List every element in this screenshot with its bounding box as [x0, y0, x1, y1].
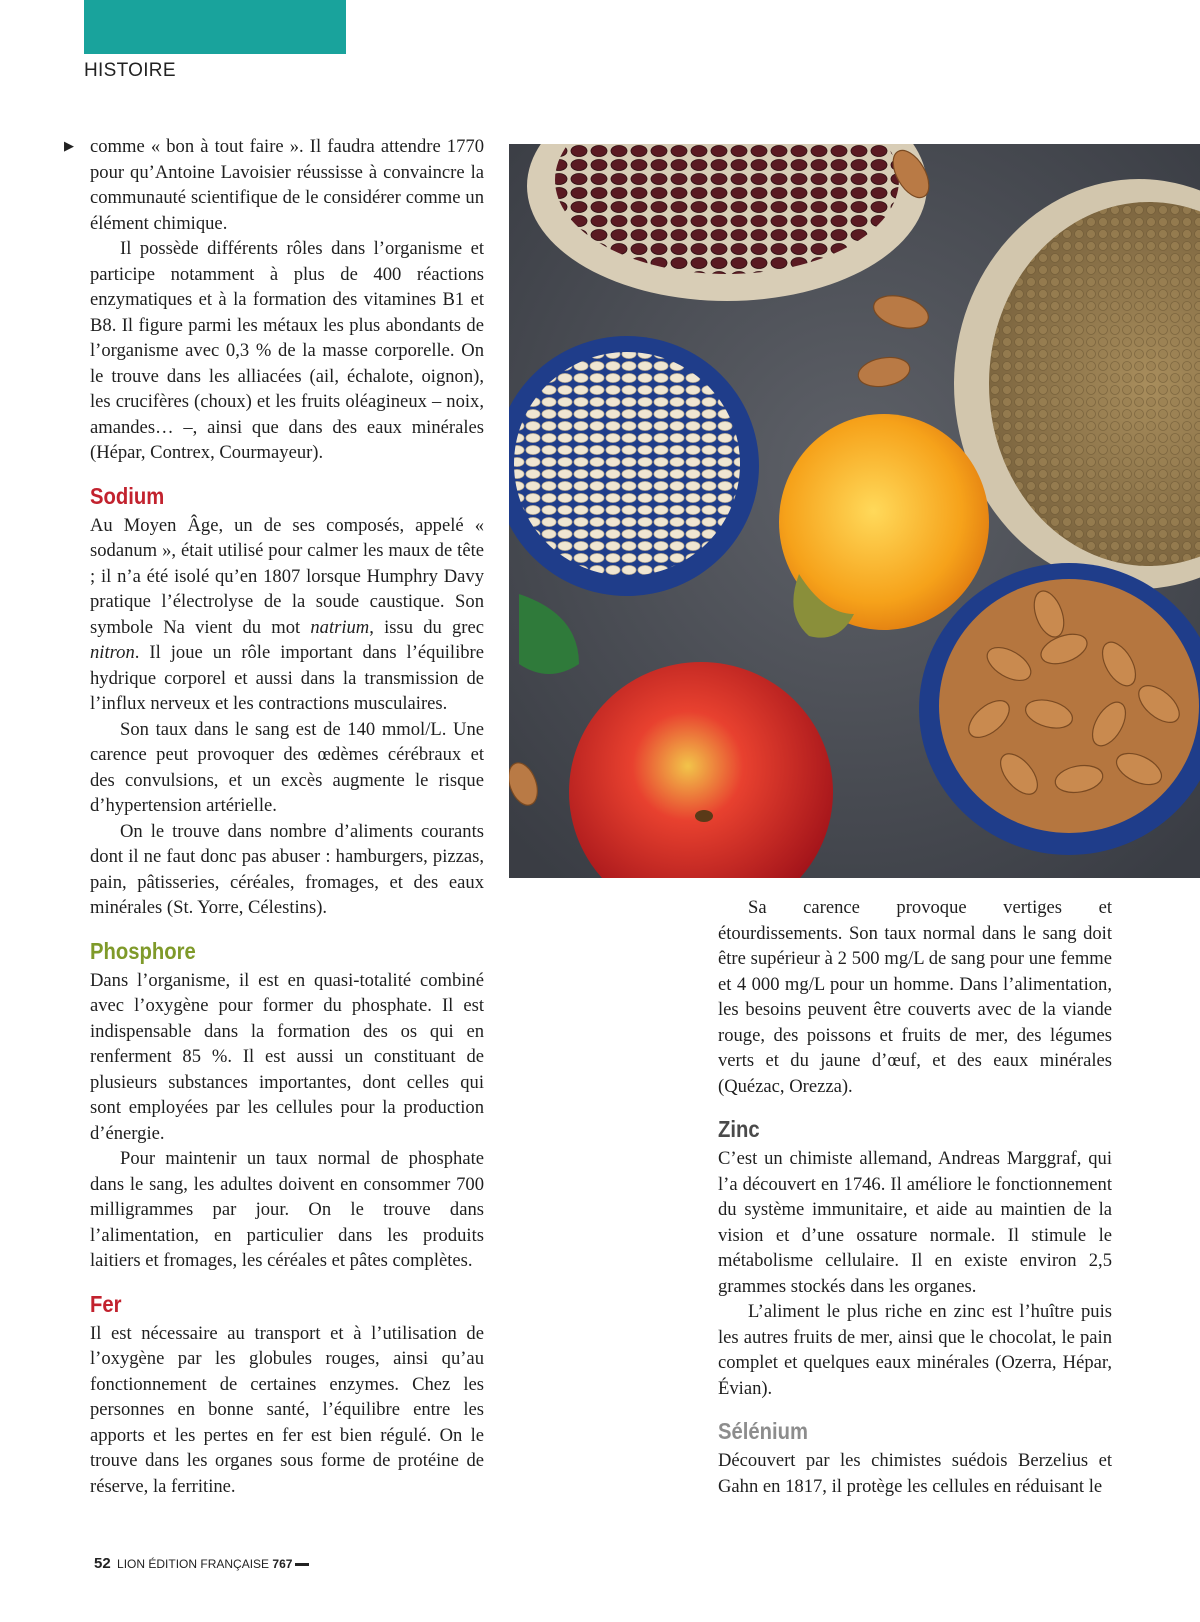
- sodium-paragraph: Au Moyen Âge, un de ses composés, appelé « sodanum », était utilisé pour calmer les maux de tête ; il n’a été isolé qu’en 1807 lorsque Humphry Davy pratique l’électrolyse de la soude caustique. Son symbole Na vient du mot natrium, issu du grec nitron. Il joue un rôle important dans l’équilibre hydrique corporel et aussi dans la transmission de l’influx nerveux et les contractions musculaires.: [90, 514, 484, 714]
- selenium-heading: Sélénium: [718, 1418, 808, 1444]
- continuation-arrow-icon: ▶: [64, 138, 74, 153]
- intro-paragraph: Il possède différents rôles dans l’organisme et participe notamment à plus de 400 réactions enzymatiques et à la formation des vitamines B1 et B8. Il figure parmi les métaux les plus abondants de l’organisme avec 0,3 % de la masse corporelle. On le trouve dans les alliacées (ail, échalote, oignon), les crucifères (choux) et les fruits oléagineux – noix, amandes… –, ainsi que dans des eaux minérales (Hépar, Contrex, Courmayeur).: [90, 238, 484, 463]
- intro-paragraph: comme « bon à tout faire ». Il faudra attendre 1770 pour qu’Antoine Lavoisier réussisse à convaincre la communauté scientifique de le considérer comme un élément chimique.: [90, 136, 484, 234]
- zinc-heading: Zinc: [718, 1116, 760, 1142]
- fer-paragraph: Il est nécessaire au transport et à l’utilisation de l’oxygène par les globules rouges, ainsi qu’au fonctionnement de certaines enzymes. Chez les personnes en bonne santé, l’équilibre entre les apports et les pertes en fer est bien régulé. On le trouve dans les organes sous forme de protéine de réserve, la ferritine.: [90, 1322, 484, 1497]
- sodium-paragraph: On le trouve dans nombre d’aliments courants dont il ne faut donc pas abuser : hamburgers, pizzas, pain, pâtisseries, céréales, fromages, et des eaux minérales (St. Yorre, Célestins).: [90, 820, 484, 918]
- phosphore-paragraph: Pour maintenir un taux normal de phosphate dans le sang, les adultes doivent en consommer 700 milligrammes par jour. On le trouve dans l’alimentation, en particulier dans les produits laitiers et fromages, les céréales et pâtes complètes.: [90, 1148, 484, 1271]
- section-label: HISTOIRE: [84, 60, 176, 81]
- footer-dash: [295, 1563, 309, 1566]
- left-column: [90, 134, 484, 1499]
- zinc-paragraph: C’est un chimiste allemand, Andreas Marggraf, qui l’a découvert en 1746. Il améliore le fonctionnement du système immunitaire, et aide au maintien de la vision et d’une ossature normale. Il stimule le métabolisme cellulaire. Il en existe environ 2,5 grammes stockés dans les organes.: [718, 1148, 1112, 1297]
- fer-heading: Fer: [90, 1290, 122, 1317]
- food-photo: [509, 144, 1200, 878]
- issue-number: 767: [272, 1557, 293, 1571]
- publication-name: LION ÉDITION FRANÇAISE: [117, 1557, 270, 1571]
- sodium-paragraph: Son taux dans le sang est de 140 mmol/L. Une carence peut provoquer des œdèmes cérébraux et des convulsions, et un excès augmente le risque d’hypertension artérielle.: [90, 718, 484, 816]
- section-color-tab: [84, 0, 346, 54]
- phosphore-paragraph: Dans l’organisme, il est en quasi-totalité combiné avec l’oxygène pour former du phosphate. Il est indispensable dans la formation des os qui en renferment 85 %. Il est aussi un constituant de plusieurs substances importantes, dont celles qui sont employées par les cellules pour la production d’énergie.: [90, 969, 484, 1144]
- right-column: [718, 895, 1112, 1499]
- selenium-paragraph: Découvert par les chimistes suédois Berzelius et Gahn en 1817, il protège les cellules en réduisant le: [718, 1450, 1112, 1497]
- page-number: 52: [94, 1555, 111, 1572]
- phosphore-heading: Phosphore: [90, 937, 196, 964]
- sodium-heading: Sodium: [90, 482, 165, 509]
- fer-continued-paragraph: Sa carence provoque vertiges et étourdissements. Son taux normal dans le sang doit être supérieur à 2 500 mg/L de sang pour une femme et 4 000 mg/L pour un homme. Dans l’alimentation, les besoins peuvent être couverts avec de la viande rouge, des poissons et fruits de mer, des légumes verts et du jaune d’œuf, et des eaux minérales (Quézac, Orezza).: [718, 897, 1112, 1097]
- page-footer: [94, 1555, 309, 1572]
- zinc-paragraph: L’aliment le plus riche en zinc est l’huître puis les autres fruits de mer, ainsi que le chocolat, le pain complet et quelques eaux minérales (Ozerra, Hépar, Évian).: [718, 1301, 1112, 1399]
